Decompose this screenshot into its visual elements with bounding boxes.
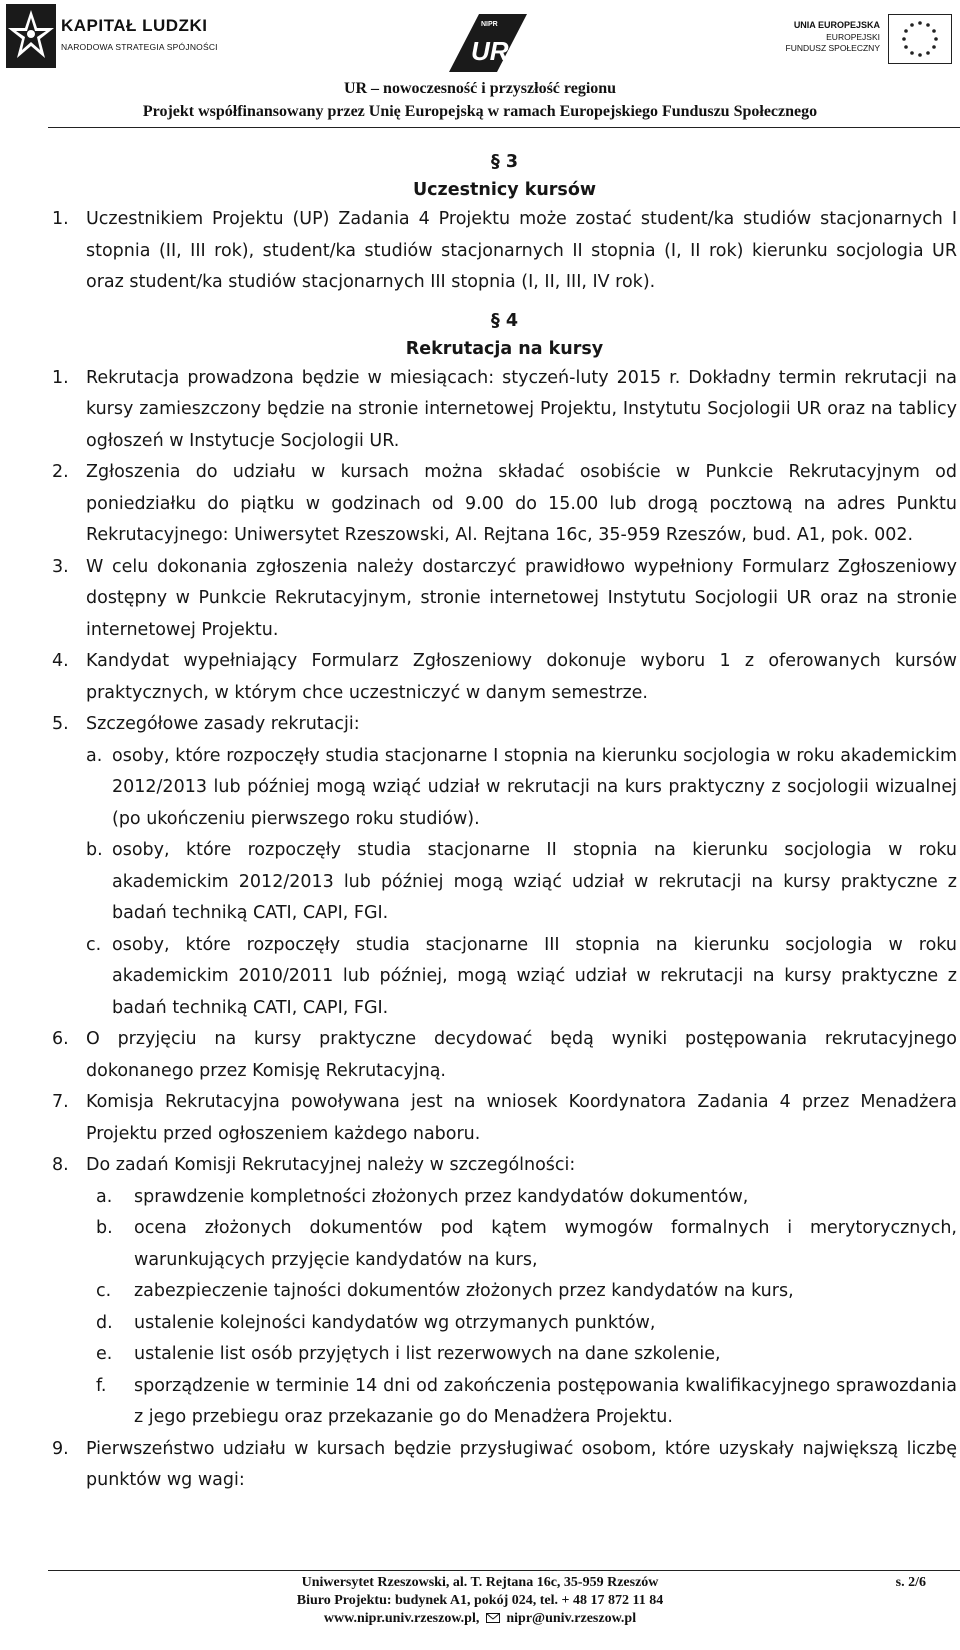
page-number: s. 2/6 xyxy=(895,1575,926,1590)
envelope-icon xyxy=(486,1613,500,1623)
subitem-text: osoby, które rozpoczęły studia stacjonarne II stopnia na kierunku socjologia w roku akademickim 2012/2013 lub później mogą wziąć udział w rekrutacji na kursy praktyczne z badań techniką CATI, CAPI, FGI. xyxy=(112,840,957,923)
subitem-letter: b. xyxy=(96,1218,113,1238)
item-text: Do zadań Komisji Rekrutacyjnej należy w szczególności: xyxy=(86,1155,576,1175)
subitem-letter: f. xyxy=(96,1375,107,1396)
project-subtitle: Projekt współfinansowany przez Unię Europejską w ramach Europejskiego Funduszu Społecznego xyxy=(142,103,818,120)
section-4-item-6 xyxy=(52,1024,957,1087)
subitem-letter: d. xyxy=(96,1312,113,1333)
page-footer xyxy=(0,1574,960,1628)
footer-email-link[interactable]: nipr@univ.rzeszow.pl xyxy=(506,1611,637,1626)
subitem-5b xyxy=(86,835,957,930)
nipr-label: NIPR xyxy=(481,21,498,28)
subitem-text: osoby, które rozpoczęły studia stacjonarne III stopnia na kierunku socjologia w roku akademickim 2010/2011 lub później, mogą wziąć udział w rekrutacji na kursy praktyczne z badań techniką CATI, CAPI, FGI. xyxy=(112,934,957,1018)
project-title: UR – nowoczesność i przyszłość regionu xyxy=(343,80,617,97)
item-number: 7. xyxy=(52,1092,69,1112)
subitem-letter: a. xyxy=(86,745,103,766)
subitem-letter: c. xyxy=(86,934,102,955)
subitem-5a xyxy=(86,741,957,836)
section-4-item-5 xyxy=(52,709,957,741)
eu-efs-logo xyxy=(786,10,956,72)
kapital-ludzki-subtitle: NARODOWA STRATEGIA SPÓJNOŚCI xyxy=(61,42,218,52)
subitem-letter: a. xyxy=(96,1186,113,1207)
item-text: Komisja Rekrutacyjna powoływana jest na wniosek Koordynatora Zadania 4 przez Menadżera Projektu przed ogłoszeniem każdego naboru. xyxy=(86,1092,957,1144)
item-number: 1. xyxy=(52,367,69,388)
item-text: W celu dokonania zgłoszenia należy dostarczyć prawidłowo wypełniony Formularz Zgłoszeniowy dostępny w Punkcie Rekrutacyjnym, stronie internetowej Instytutu Socjologii UR oraz na stronie internetowej Projektu. xyxy=(86,556,957,640)
item-text: Kandydat wypełniający Formularz Zgłoszeniowy dokonuje wyboru 1 z oferowanych kursów praktycznych, w którym chce uczestniczyć w danym semestrze. xyxy=(86,651,957,703)
header-divider xyxy=(48,127,960,128)
section-3-mark: § 3 xyxy=(490,152,519,172)
subitem-letter: e. xyxy=(96,1344,113,1364)
eu-line3: FUNDUSZ SPOŁECZNY xyxy=(785,43,880,53)
svg-text:UR: UR xyxy=(471,36,509,66)
eu-flag-icon xyxy=(888,14,952,64)
page-header xyxy=(0,0,960,130)
subitem-8c xyxy=(86,1276,957,1308)
document-body xyxy=(52,148,957,1497)
kapital-ludzki-title: KAPITAŁ LUDZKI xyxy=(61,16,208,35)
footer-contact xyxy=(0,1610,960,1628)
subitem-5c xyxy=(86,930,957,1025)
eu-efs-text xyxy=(786,20,880,55)
subitem-text: zabezpieczenie tajności dokumentów złożonych przez kandydatów na kurs, xyxy=(134,1281,794,1301)
subitem-text: ustalenie list osób przyjętych i list rezerwowych na dane szkolenie, xyxy=(134,1344,721,1364)
item-text: Zgłoszenia do udziału w kursach można składać osobiście w Punkcie Rekrutacyjnym od poniedziałku do piątku w godzinach od 9.00 do 15.00 lub drogą pocztową na adres Punktu Rekrutacyjnego: Uniwersytet Rzeszowski, Al. Rejtana 16c, 35-959 Rzeszów, bud. A1, pok. 002. xyxy=(86,462,957,545)
item-number: 9. xyxy=(52,1438,69,1459)
section-4-item-3 xyxy=(52,552,957,647)
section-3-title: Uczestnicy kursów xyxy=(412,180,597,200)
subitem-8d xyxy=(86,1308,957,1340)
eu-line1: UNIA EUROPEJSKA xyxy=(793,20,880,30)
section-4-item-2 xyxy=(52,457,957,552)
item-number: 2. xyxy=(52,462,69,482)
kapital-ludzki-logo xyxy=(6,4,216,68)
item-number: 4. xyxy=(52,651,69,671)
subitem-text: sporządzenie w terminie 14 dni od zakończenia postępowania kwalifikacyjnego sprawozdania z jego przebiegu oraz przekazanie go do Menadżera Projektu. xyxy=(134,1375,957,1427)
subitem-8a xyxy=(86,1182,957,1214)
subitem-text: ocena złożonych dokumentów pod kątem wymogów formalnych i merytorycznych, warunkujących przyjęcie kandydatów na kurs, xyxy=(134,1218,957,1270)
item-text: O przyjęciu na kursy praktyczne decydować będą wyniki postępowania rekrutacyjnego dokonanego przez Komisję Rekrutacyjną. xyxy=(86,1029,957,1081)
kapital-ludzki-star-icon xyxy=(6,4,56,68)
item-text: Pierwszeństwo udziału w kursach będzie przysługiwać osobom, które uzyskały największą liczbę punktów wg wagi: xyxy=(86,1438,957,1490)
item-number: 5. xyxy=(52,714,69,734)
subitem-8b xyxy=(86,1213,957,1276)
item-number: 1. xyxy=(52,209,69,229)
item-number: 3. xyxy=(52,556,69,577)
subitem-text: ustalenie kolejności kandydatów wg otrzymanych punktów, xyxy=(134,1312,656,1333)
item-number: 8. xyxy=(52,1155,69,1175)
eu-line2: EUROPEJSKI xyxy=(826,31,880,42)
section-4-item-8 xyxy=(52,1150,957,1182)
subitem-letter: c. xyxy=(96,1281,112,1301)
section-4-item-4 xyxy=(52,646,957,709)
subitem-8f xyxy=(86,1371,957,1434)
item-text: Szczegółowe zasady rekrutacji: xyxy=(86,714,360,734)
item-number: 6. xyxy=(52,1029,69,1049)
footer-office: Biuro Projektu: budynek A1, pokój 024, tel. + 48 17 872 11 84 xyxy=(296,1593,664,1608)
section-4-item-1 xyxy=(52,363,957,458)
footer-divider xyxy=(48,1570,960,1571)
section-3-item-1 xyxy=(52,204,957,299)
item-text: Rekrutacja prowadzona będzie w miesiącach: styczeń-luty 2015 r. Dokładny termin rekrutacji na kursy zamieszczony będzie na stronie internetowej Projektu, Instytutu Socjologii UR oraz na tablicy ogłoszeń w Instytucje Socjologii UR. xyxy=(86,367,957,451)
subitem-letter: b. xyxy=(86,840,103,860)
nipr-ur-logo xyxy=(437,10,529,74)
subitem-text: sprawdzenie kompletności złożonych przez kandydatów dokumentów, xyxy=(134,1186,749,1207)
section-4-mark: § 4 xyxy=(490,310,519,331)
nipr-ur-emblem-icon xyxy=(437,10,529,74)
section-4-title: Rekrutacja na kursy xyxy=(405,338,604,359)
item-text: Uczestnikiem Projektu (UP) Zadania 4 Projektu może zostać student/ka studiów stacjonarnych I stopnia (II, III rok), student/ka studiów stacjonarnych II stopnia (I, II rok) kierunku socjologia UR oraz student/ka studiów stacjonarnych III stopnia (I, II, III, IV rok). xyxy=(86,209,957,292)
section-4-item-9 xyxy=(52,1434,957,1497)
subitem-text: osoby, które rozpoczęły studia stacjonarne I stopnia na kierunku socjologia w roku akademickim 2012/2013 lub później mogą wziąć udział w rekrutacji na kurs praktyczny z socjologii wizualnej (po ukończeniu pierwszego roku studiów). xyxy=(112,745,957,829)
subitem-8e xyxy=(86,1339,957,1371)
section-4-item-7 xyxy=(52,1087,957,1150)
footer-address: Uniwersytet Rzeszowski, al. T. Rejtana 16c, 35-959 Rzeszów xyxy=(301,1575,659,1590)
footer-website-link[interactable]: www.nipr.univ.rzeszow.pl, xyxy=(323,1611,480,1626)
spacer xyxy=(52,299,957,307)
